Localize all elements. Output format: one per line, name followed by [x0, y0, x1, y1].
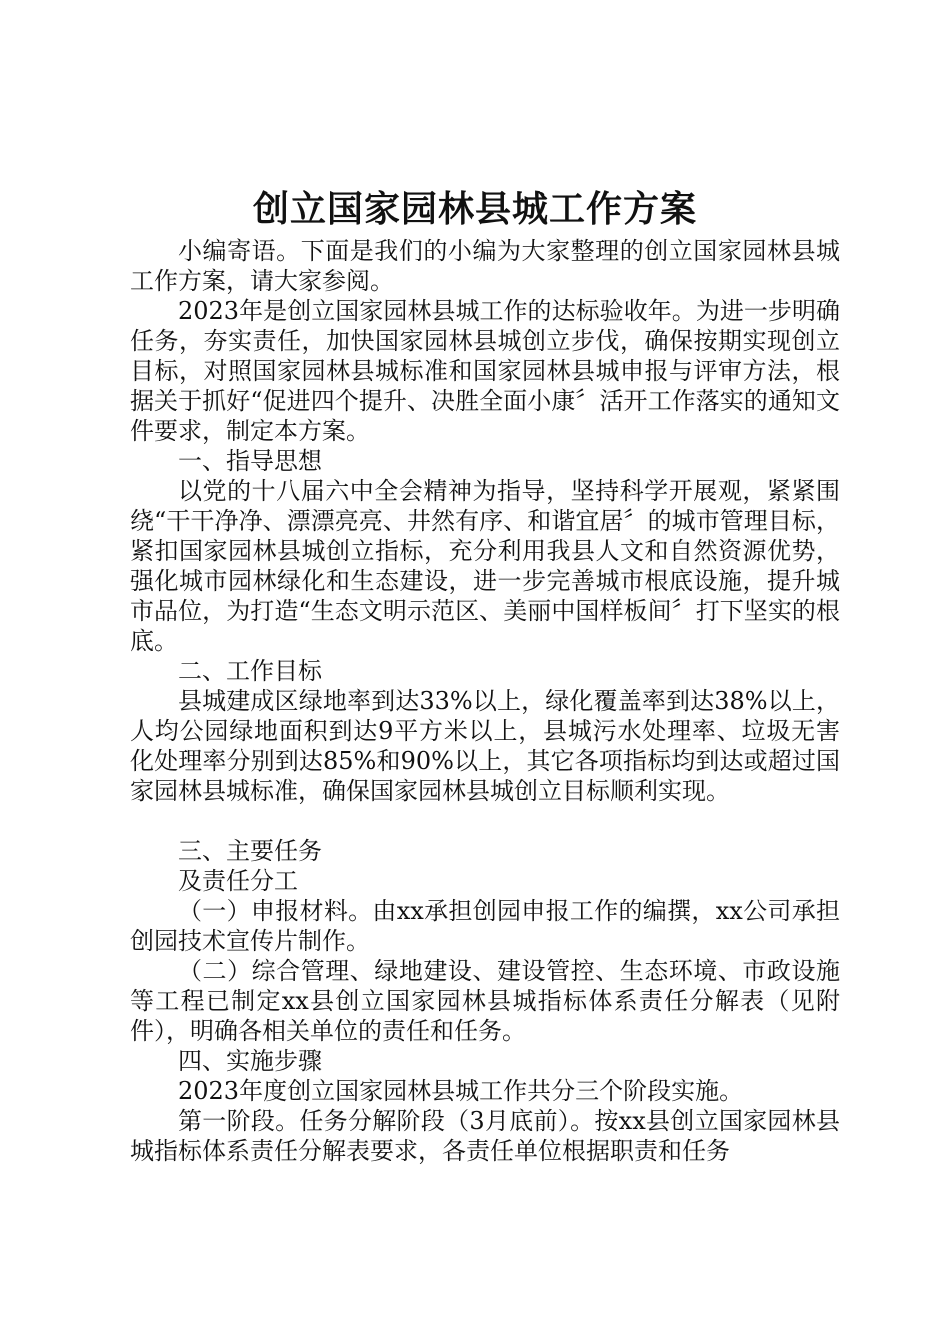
section-heading-2: 二、工作目标 — [178, 657, 322, 685]
document-body — [130, 236, 840, 1166]
paragraph-intro: 小编寄语。下面是我们的小编为大家整理的创立国家园林县城工作方案，请大家参阅。 — [130, 237, 840, 295]
paragraph-work-goals: 县城建成区绿地率到达33%以上，绿化覆盖率到达38%以上，人均公园绿地面积到达9平方米以上，县城污水处理率、垃圾无害化处理率分别到达85%和90%以上，其它各项指标均到达或超过国家园林县城标准，确保国家园林县城创立目标顺利实现。 — [130, 687, 840, 805]
document-title: 创立国家园林县城工作方案 — [252, 188, 697, 230]
section-heading-1: 一、指导思想 — [178, 447, 322, 475]
paragraph-task-2: （二）综合管理、绿地建设、建设管控、生态环境、市政设施等工程已制定xx县创立国家园林县城指标体系责任分解表（见附件），明确各相关单位的责任和任务。 — [130, 957, 840, 1045]
paragraph-background: 2023年是创立国家园林县城工作的达标验收年。为进一步明确任务，夯实责任，加快国家园林县城创立步伐，确保按期实现创立目标，对照国家园林县城标准和国家园林县城申报与评审方法，根据关于抓好“促进四个提升、决胜全面小康〞活开工作落实的通知文件要求，制定本方案。 — [130, 297, 840, 445]
blank-line — [130, 806, 840, 836]
paragraph-guiding-ideology: 以党的十八届六中全会精神为指导，坚持科学开展观，紧紧围绕“干干净净、漂漂亮亮、井然有序、和谐宜居〞的城市管理目标，紧扣国家园林县城创立指标，充分利用我县人文和自然资源优势，强化城市园林绿化和生态建设，进一步完善城市根底设施，提升城市品位，为打造“生态文明示范区、美丽中国样板间〞打下坚实的根底。 — [130, 477, 840, 655]
paragraph-task-1: （一）申报材料。由xx承担创园申报工作的编撰，xx公司承担创园技术宣传片制作。 — [130, 897, 840, 955]
section-heading-3-continued: 及责任分工 — [178, 867, 298, 895]
paragraph-implementation: 2023年度创立国家园林县城工作共分三个阶段实施。 — [178, 1077, 744, 1105]
section-heading-4: 四、实施步骤 — [178, 1047, 322, 1075]
paragraph-stage-1: 第一阶段。任务分解阶段（3月底前）。按xx县创立国家园林县城指标体系责任分解表要求，各责任单位根据职责和任务 — [130, 1107, 840, 1165]
section-heading-3: 三、主要任务 — [178, 837, 322, 865]
